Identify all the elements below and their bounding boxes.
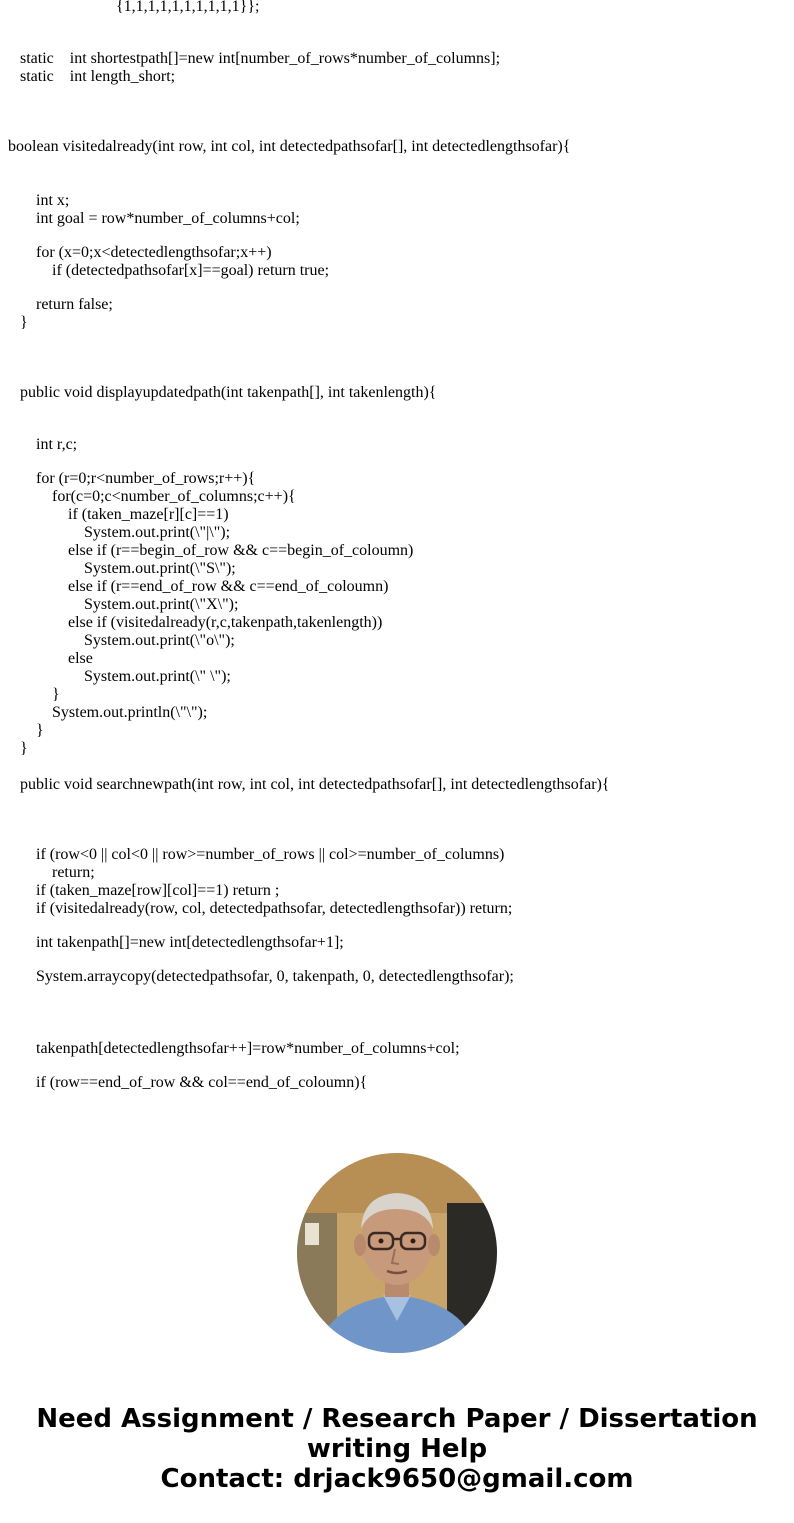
code-line: else if (visitedalready(r,c,takenpath,takenlength))	[68, 614, 383, 631]
code-line: static int shortestpath[]=new int[number_of_rows*number_of_columns];	[20, 50, 501, 67]
code-line: }	[20, 740, 28, 757]
code-line: int x;	[36, 192, 70, 209]
banner-headline: Need Assignment / Research Paper / Dissertation	[36, 1404, 758, 1434]
code-line: }	[36, 722, 44, 739]
banner-contact: Contact: drjack9650@gmail.com	[160, 1464, 634, 1494]
code-line: else if (r==end_of_row && c==end_of_coloumn)	[68, 578, 389, 595]
code-line: System.out.print(\"|\");	[84, 524, 231, 541]
promo-banner	[0, 1404, 794, 1494]
code-line: }	[52, 686, 60, 703]
code-line: takenpath[detectedlengthsofar++]=row*number_of_columns+col;	[36, 1040, 460, 1057]
code-line: if (taken_maze[row][col]==1) return ;	[36, 882, 280, 899]
author-portrait-image	[297, 1153, 497, 1353]
code-line: if (visitedalready(row, col, detectedpathsofar, detectedlengthsofar)) return;	[36, 900, 513, 917]
code-line: for (x=0;x<detectedlengthsofar;x++)	[36, 244, 272, 261]
code-line: static int length_short;	[20, 68, 176, 85]
code-line: }	[20, 314, 28, 331]
code-line: return false;	[36, 296, 113, 313]
code-line: int r,c;	[36, 436, 78, 453]
code-line: System.out.print(\"S\");	[84, 560, 236, 577]
code-line: if (detectedpathsofar[x]==goal) return true;	[52, 262, 330, 279]
code-line: int takenpath[]=new int[detectedlengthsofar+1];	[36, 934, 344, 951]
code-line: public void searchnewpath(int row, int col, int detectedpathsofar[], int detectedlengthsofar){	[20, 776, 610, 793]
code-line: System.out.println(\"\");	[52, 704, 208, 721]
code-line: System.out.print(\"X\");	[84, 596, 239, 613]
author-avatar	[297, 1153, 497, 1353]
code-line: System.out.print(\"o\");	[84, 632, 235, 649]
code-line: boolean visitedalready(int row, int col, int detectedpathsofar[], int detectedlengthsofar){	[8, 138, 571, 155]
code-line: int goal = row*number_of_columns+col;	[36, 210, 300, 227]
code-line: public void displayupdatedpath(int takenpath[], int takenlength){	[20, 384, 437, 401]
code-line: System.out.print(\" \");	[84, 668, 231, 685]
banner-subline: writing Help	[306, 1434, 488, 1464]
code-line: System.arraycopy(detectedpathsofar, 0, takenpath, 0, detectedlengthsofar);	[36, 968, 514, 985]
code-line: return;	[52, 864, 95, 881]
code-line: else	[68, 650, 93, 667]
code-line: for(c=0;c<number_of_columns;c++){	[52, 488, 296, 505]
code-line: if (taken_maze[r][c]==1)	[68, 506, 229, 523]
code-line: for (r=0;r<number_of_rows;r++){	[36, 470, 256, 487]
code-line: {1,1,1,1,1,1,1,1,1,1}};	[116, 0, 260, 15]
code-line: if (row==end_of_row && col==end_of_coloumn){	[36, 1074, 368, 1091]
code-line: if (row<0 || col<0 || row>=number_of_rows || col>=number_of_columns)	[36, 846, 505, 863]
code-line: else if (r==begin_of_row && c==begin_of_coloumn)	[68, 542, 414, 559]
